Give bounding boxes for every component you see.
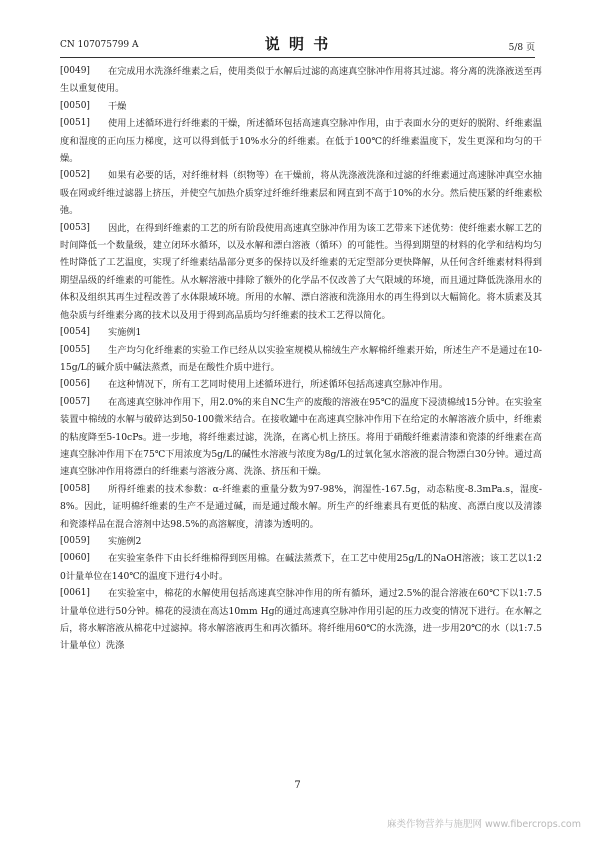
paragraph-text: 实施例2 <box>108 535 142 547</box>
page-number: 7 <box>294 780 301 791</box>
paragraph <box>60 324 542 341</box>
header-rule <box>60 57 535 58</box>
paragraph-number: [0050] <box>60 100 90 111</box>
paragraph <box>60 376 542 393</box>
paragraph-number: [0052] <box>60 170 90 181</box>
paragraph <box>60 167 542 219</box>
paragraph <box>60 394 542 481</box>
paragraph-number: [0060] <box>60 553 90 564</box>
paragraph-text: 在完成用水洗涤纤维素之后，使用类似于水解后过滤的高速真空脉冲作用将其过滤。将分离的洗涤液送至再生以重复使用。 <box>60 66 542 95</box>
paragraph-text: 使用上述循环进行纤维素的干燥，所述循环包括高速真空脉冲作用，由于表面水分的更好的脱附、纤维素温度和湿度的正向压力梯度，这可以得到低于10%水分的纤维素。在低于100℃的纤维素温度下，发生更深和均匀的干燥。 <box>60 118 542 165</box>
paragraph-number: [0054] <box>60 327 90 338</box>
paragraph <box>60 220 542 324</box>
paragraph-text: 在这种情况下，所有工艺同时使用上述循环进行，所述循环包括高速真空脉冲作用。 <box>108 379 448 391</box>
paragraph <box>60 533 542 550</box>
paragraph-number: [0057] <box>60 396 90 407</box>
paragraph-text: 在高速真空脉冲作用下，用2.0%的来自NC生产的废酸的溶液在95℃的温度下浸渍棉绒15分钟。在实验室装置中棉绒的水解与破碎达到50-100微米结合。在接收罐中在高速真空脉冲作用下在给定的水解溶液介质中，纤维素的粘度降至5-10cPs。进一步地，将纤维素过滤，洗涤，在离心机上挤压。将用于硝酸纤维素清漆和瓷漆的纤维素在高速真空脉冲作用下在75℃下用浓度为5g/L的碱性水溶液与浓度为8g/L的过氧化氢水溶液的混合物漂白30分钟。通过高速真空脉冲作用将漂白的纤维素与溶液分离、洗涤、挤压和干燥。 <box>60 396 542 478</box>
paragraph-number: [0055] <box>60 344 90 355</box>
paragraph-text: 如果有必要的话，对纤维材料（织物等）在干燥前，将从洗涤液洗涤和过滤的纤维素通过高速脉冲真空水抽吸在网或纤维过滤器上挤压，并使空气加热介质穿过纤维纤维素层和网直到不高于10%的水分。然后使压紧的纤维素松弛。 <box>60 170 542 217</box>
paragraph-number: [0059] <box>60 535 90 546</box>
paragraph-text: 干燥 <box>108 100 127 112</box>
paragraph-number: [0061] <box>60 588 90 599</box>
paragraph-number: [0053] <box>60 222 90 233</box>
page-header <box>60 33 535 53</box>
paragraph <box>60 481 542 533</box>
paragraph <box>60 63 542 98</box>
paragraph-number: [0058] <box>60 483 90 494</box>
watermark: 麻类作物营养与施肥网 www.fibercrops.com <box>386 819 581 830</box>
page-indicator: 5/8 页 <box>508 43 535 53</box>
paragraph-text: 在实验室条件下由长纤维棉得到医用棉。在碱法蒸煮下，在工艺中使用25g/L的NaOH溶液；该工艺以1:20计量单位在140℃的温度下进行4小时。 <box>60 553 542 582</box>
paragraph-text: 实施例1 <box>108 327 142 339</box>
document-body <box>60 63 542 655</box>
paragraph <box>60 98 542 115</box>
paragraph <box>60 342 542 377</box>
paragraph-text: 因此，在得到纤维素的工艺的所有阶段使用高速真空脉冲作用为该工艺带来下述优势：使纤维素水解工艺的时间降低一个数量级，建立闭环水循环，以及水解和漂白溶液（循环）的可能性。当得到期望的材料的化学和结构均匀性时降低了工艺温度，实现了纤维素结晶部分更多的保持以及纤维素的无定型部分更快降解，从任何含纤维素材料得到期望品级的纤维素的可能性。从水解溶液中排除了额外的化学品不仅改善了大气限域的环境，而且通过降低洗涤用水的体积及组织其再生过程改善了水体限域环境。所用的水解、漂白溶液和洗涤用水的再生得到以大幅简化。将木质素及其他杂质与纤维素分离的技术以及用于得到高品质均匀纤维素的技术工艺得以简化。 <box>60 222 542 321</box>
document-title: 说 明 书 <box>264 35 331 53</box>
paragraph <box>60 550 542 585</box>
paragraph-text: 所得纤维素的技术参数：α-纤维素的重量分数为97-98%，润湿性-167.5g，动态粘度-8.3mPa.s，湿度-8%。因此，证明棉纤维素的生产不是通过碱，而是通过酸水解。所生产的纤维素具有更低的粘度、高漂白度以及清漆和瓷漆样品在混合溶剂中达98.5%的高溶解度，清漆为透明的。 <box>60 483 542 530</box>
paragraph <box>60 115 542 167</box>
paragraph-number: [0051] <box>60 118 90 129</box>
paragraph-number: [0056] <box>60 379 90 390</box>
paragraph-text: 在实验室中，棉花的水解使用包括高速真空脉冲作用的所有循环，通过2.5%的混合溶液在60℃下以1:7.5计量单位进行50分钟。棉花的浸渍在高达10mm Hg的通过高速真空脉冲作用引起的压力改变的情况下进行。在水解之后，将水解溶液从棉花中过滤掉。将水解溶液再生和再次循环。将纤维用60℃的水洗涤，进一步用20℃的水（以1:7.5计量单位）洗涤 <box>60 588 542 652</box>
paragraph-number: [0049] <box>60 66 90 76</box>
paragraph-text: 生产均匀化纤维素的实验工作已经从以实验室规模从棉绒生产水解棉纤维素开始，所述生产不是通过在10-15g/L的碱介质中碱法蒸煮，而是在酸性介质中进行。 <box>60 344 542 373</box>
paragraph <box>60 585 542 655</box>
patent-number: CN 107075799 A <box>60 40 139 50</box>
